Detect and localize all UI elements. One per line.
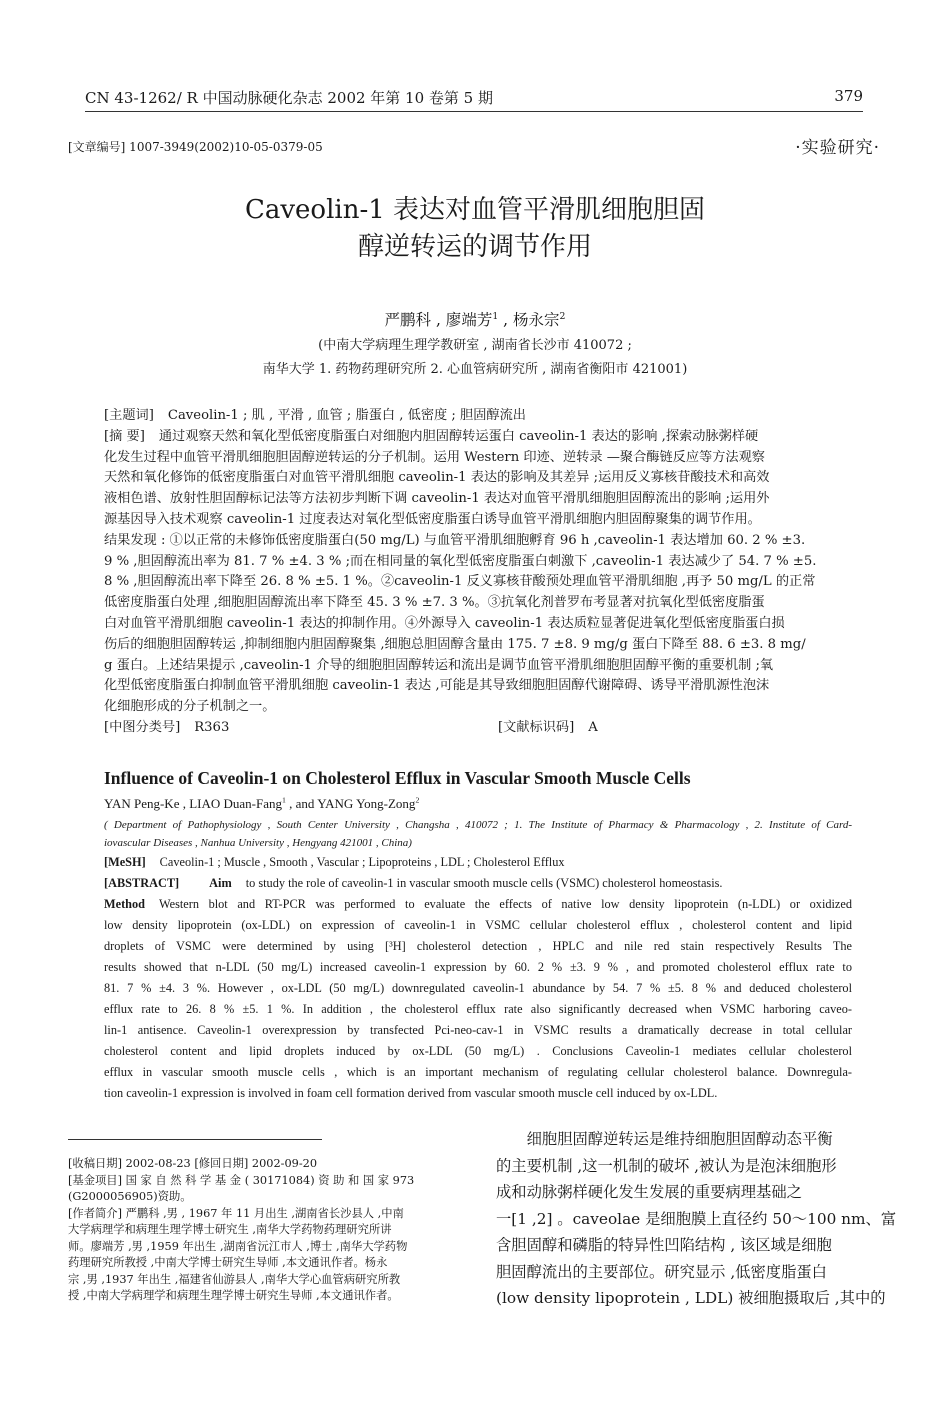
en-title: Influence of Caveolin-1 on Cholesterol Efflux in Vascular Smooth Muscle Cells bbox=[104, 768, 691, 788]
affiliation-line-1: (中南大学病理生理学教研室 , 湖南省长沙市 410072 ; bbox=[318, 338, 632, 353]
cn-doc-label: [文献标识码] bbox=[498, 719, 575, 735]
cn-doc-code bbox=[498, 718, 598, 739]
en-abstract-line: low density lipoprotein (ox-LDL) on expression of caveolin-1 in VSMC cellular cholesterol efflux , cholesterol content and lipid bbox=[104, 918, 852, 932]
body-line: 含胆固醇和磷脂的特异性凹陷结构 , 该区域是细胞 bbox=[496, 1236, 832, 1254]
column-tag: ·实验研究· bbox=[795, 138, 880, 158]
cn-abstract-line bbox=[104, 427, 852, 448]
fn-bio-line: 药理研究所教授 ,中南大学博士研究生导师 ,本文通讯作者。杨永 bbox=[68, 1256, 388, 1269]
fn-bio-line: 大学病理学和病理生理学博士研究生 ,南华大学药物药理研究所讲 bbox=[68, 1223, 392, 1236]
header-rule bbox=[85, 111, 863, 112]
en-abstract-line: lin-1 antisence. Caveolin-1 overexpression by transfected Pci-neo-cav-1 in VSMC results a dramatically decrease in total cellular bbox=[104, 1023, 852, 1037]
cn-keywords-label: [主题词] bbox=[104, 408, 154, 423]
en-author-text: YAN Peng-Ke , LIAO Duan-Fang bbox=[104, 796, 282, 811]
cn-classification bbox=[104, 718, 852, 739]
cn-abstract-line: 结果发现 : ①以正常的未修饰低密度脂蛋白(50 mg/L) 与血管平滑肌细胞孵育 96 h ,caveolin-1 表达增加 60. 2 % ±3. bbox=[104, 532, 806, 548]
body-line: 成和动脉粥样硬化发生发展的重要病理基础之 bbox=[496, 1183, 802, 1201]
fn-dates: [收稿日期] 2002-08-23 [修回日期] 2002-09-20 bbox=[68, 1157, 318, 1170]
en-abstract-line: 81. 7 % ±4. 3 %. However , ox-LDL (50 mg/L) downregulated caveolin-1 abundance by 54. 7 % ±5. 8 % and deduced cholesterol bbox=[104, 981, 852, 995]
en-author-sup: 2 bbox=[415, 795, 420, 805]
en-authors bbox=[104, 793, 852, 814]
en-abstract-line: efflux rate to 26. 8 % ±5. 1 %. In addition , the cholesterol efflux rate also significantly decreased when VSMC harboring caveo- bbox=[104, 1002, 852, 1016]
author-list bbox=[0, 308, 950, 330]
cn-abstract-text: 通过观察天然和氧化型低密度脂蛋白对细胞内胆固醇转运蛋白 caveolin-1 表达的影响 ,探索动脉粥样硬 bbox=[158, 428, 759, 444]
body-line: 胆固醇流出的主要部位。研究显示 ,低密度脂蛋白 bbox=[496, 1262, 827, 1281]
cn-abstract-line: 液相色谱、放射性胆固醇标记法等方法初步判断下调 caveolin-1 表达对血管平滑肌细胞胆固醇流出的影响 ;运用外 bbox=[104, 491, 770, 507]
en-aim-label: Aim bbox=[209, 876, 232, 890]
body-line: 的主要机制 ,这一机制的破坏 ,被认为是泡沫细胞形 bbox=[496, 1156, 837, 1175]
cn-abstract-line: 9 % ,胆固醇流出率为 81. 7 % ±4. 3 % ;而在相同量的氧化型低密度脂蛋白刺激下 ,caveolin-1 表达减少了 54. 7 % ±5. bbox=[104, 553, 817, 569]
journal-citation: CN 43-1262/ R 中国动脉硬化杂志 2002 年第 10 卷第 5 期 bbox=[85, 89, 493, 107]
cn-keywords bbox=[104, 406, 852, 427]
footnote-rule bbox=[68, 1139, 322, 1140]
en-author-sup: 1 bbox=[282, 795, 286, 805]
page-number: 379 bbox=[834, 87, 863, 105]
cn-abstract-line: 白对血管平滑肌细胞 caveolin-1 表达的抑制作用。④外源导入 caveolin-1 表达质粒显著促进氧化型低密度脂蛋白损 bbox=[104, 615, 785, 631]
fn-fund-1: [基金项目] 国 家 自 然 科 学 基 金 ( 30171084) 资 助 和 国 家 973 bbox=[68, 1173, 415, 1187]
en-author-text: , and YANG Yong-Zong bbox=[285, 796, 416, 811]
cn-abstract-line: 化型低密度脂蛋白抑制血管平滑肌细胞 caveolin-1 表达 ,可能是其导致细胞胆固醇代谢障碍、诱导平滑肌源性泡沫 bbox=[104, 678, 770, 694]
paper-title bbox=[0, 192, 950, 266]
en-abstract-line: droplets of VSMC were determined by using [³H] cholesterol detection , HPLC and nile red stain respectively Results The bbox=[104, 939, 852, 953]
cn-abstract-line: g 蛋白。上述结果提示 ,caveolin-1 介导的细胞胆固醇转运和流出是调节血管平滑肌细胞胆固醇平衡的重要机制 ;氧 bbox=[104, 657, 774, 673]
cn-doc-value: A bbox=[588, 719, 598, 735]
en-abstract-block bbox=[104, 852, 852, 1104]
cn-abstract-line: 化发生过程中血管平滑肌细胞胆固醇逆转运的分子机制。运用 Western 印迹、逆转录 —聚合酶链反应等方法观察 bbox=[104, 449, 765, 465]
body-line: (low density lipoprotein , LDL) 被细胞摄取后 ,其中的 bbox=[496, 1289, 886, 1307]
cn-abstract-line: 低密度脂蛋白处理 ,细胞胆固醇流出率下降至 45. 3 % ±7. 3 %。③抗氧化剂普罗布考显著对抗氧化型低密度脂蛋 bbox=[104, 595, 765, 611]
en-abstract-line: cholesterol content and lipid droplets induced by ox-LDL (50 mg/L) . Conclusions Caveolin-1 mediates cellular cholesterol bbox=[104, 1044, 852, 1058]
author-sup: 2 bbox=[559, 310, 566, 322]
en-abstract-head bbox=[104, 873, 852, 894]
fn-bio-line: 授 ,中南大学病理学和病理生理学博士研究生导师 ,本文通讯作者。 bbox=[68, 1289, 399, 1302]
body-text bbox=[496, 1126, 897, 1312]
footnotes bbox=[68, 1156, 460, 1305]
en-method-label: Method bbox=[104, 897, 145, 911]
cn-abstract-line: 天然和氧化修饰的低密度脂蛋白对血管平滑肌细胞 caveolin-1 表达的影响及其差异 ;运用反义寡核苷酸技术和高效 bbox=[104, 470, 770, 486]
en-method-text: Western blot and RT-PCR was performed to evaluate the effects of native low density lipoprotein (n-LDL) or oxidized bbox=[159, 897, 852, 911]
cn-class-value: R363 bbox=[194, 719, 230, 735]
en-abstract-line: tion caveolin-1 expression is involved in foam cell formation derived from vascular smooth muscle cell induced by ox-LDL. bbox=[104, 1086, 718, 1100]
en-aim-text: to study the role of caveolin-1 in vascular smooth muscle cells (VSMC) cholesterol homeostasis. bbox=[245, 876, 723, 890]
body-line: 一[1 ,2] 。caveolae 是细胞膜上直径约 50～100 nm、富 bbox=[496, 1209, 897, 1228]
en-affil-line-2: iovascular Diseases , Nanhua University , Hengyang 421001 , China) bbox=[104, 837, 412, 849]
cn-abstract-line: 8 % ,胆固醇流出率下降至 26. 8 % ±5. 1 %。②caveolin-1 反义寡核苷酸预处理血管平滑肌细胞 ,再予 50 mg/L 的正常 bbox=[104, 574, 816, 590]
cn-class-label: [中图分类号] bbox=[104, 719, 181, 735]
en-abstract-line bbox=[104, 894, 852, 915]
en-mesh-text: Caveolin-1 ; Muscle , Smooth , Vascular ; Lipoproteins , LDL ; Cholesterol Efflux bbox=[159, 855, 565, 869]
author-text: , 杨永宗 bbox=[498, 311, 560, 329]
fn-bio-line: [作者简介] 严鹏科 ,男 , 1967 年 11 月出生 ,湖南省长沙县人 ,中南 bbox=[68, 1206, 404, 1220]
affiliation-line-2: 南华大学 1. 药物药理研究所 2. 心血管病研究所 , 湖南省衡阳市 421001) bbox=[262, 362, 688, 377]
title-line-2: 醇逆转运的调节作用 bbox=[357, 232, 592, 262]
fn-fund-2: (G2000056905)资助。 bbox=[68, 1190, 192, 1203]
cn-abstract-line: 伤后的细胞胆固醇转运 ,抑制细胞内胆固醇聚集 ,细胞总胆固醇含量由 175. 7 ±8. 9 mg/g 蛋白下降至 88. 6 ±3. 8 mg/ bbox=[104, 636, 806, 652]
cn-abstract-line: 源基因导入技术观察 caveolin-1 过度表达对氧化型低密度脂蛋白诱导血管平滑肌细胞内胆固醇聚集的调节作用。 bbox=[104, 511, 761, 527]
author-sup: 1 bbox=[492, 310, 499, 322]
body-line: 细胞胆固醇逆转运是维持细胞胆固醇动态平衡 bbox=[496, 1130, 833, 1148]
cn-keywords-text: Caveolin-1 ; 肌 , 平滑 , 血管 ; 脂蛋白 , 低密度 ; 胆固醇流出 bbox=[167, 408, 526, 423]
en-abstract-line: results showed that n-LDL (50 mg/L) increased caveolin-1 expression by 60. 2 % ±3. 9 % , and promoted cholesterol efflux rate to bbox=[104, 960, 852, 974]
fn-bio-line: 宗 ,男 ,1937 年出生 ,福建省仙游县人 ,南华大学心血管病研究所教 bbox=[68, 1272, 401, 1286]
en-mesh-label: [MeSH] bbox=[104, 855, 146, 869]
title-line-1: Caveolin-1 表达对血管平滑肌细胞胆固 bbox=[244, 195, 706, 225]
author-text: 严鹏科 , 廖端芳 bbox=[384, 311, 493, 329]
en-affiliation bbox=[104, 816, 852, 852]
cn-abstract-block bbox=[104, 406, 852, 739]
en-mesh bbox=[104, 852, 852, 873]
en-abstract-label: [ABSTRACT] bbox=[104, 876, 180, 890]
en-abstract-line: efflux in vascular smooth muscle cells , which is an important mechanism of regulating cellular cholesterol balance. Downregula- bbox=[104, 1065, 852, 1079]
fn-bio-line: 师。廖端芳 ,男 ,1959 年出生 ,湖南省沅江市人 ,博士 ,南华大学药物 bbox=[68, 1239, 408, 1253]
en-affil-line-1: ( Department of Pathophysiology , South Center University , Changsha , 410072 ; 1. The Institute of Pharmacy & Pharmacology , 2. Institute of Card- bbox=[104, 819, 852, 831]
cn-abstract-label: [摘 要] bbox=[104, 428, 145, 444]
article-number: [文章编号] 1007-3949(2002)10-05-0379-05 bbox=[68, 140, 323, 154]
cn-abstract-line: 化细胞形成的分子机制之一。 bbox=[104, 699, 276, 715]
